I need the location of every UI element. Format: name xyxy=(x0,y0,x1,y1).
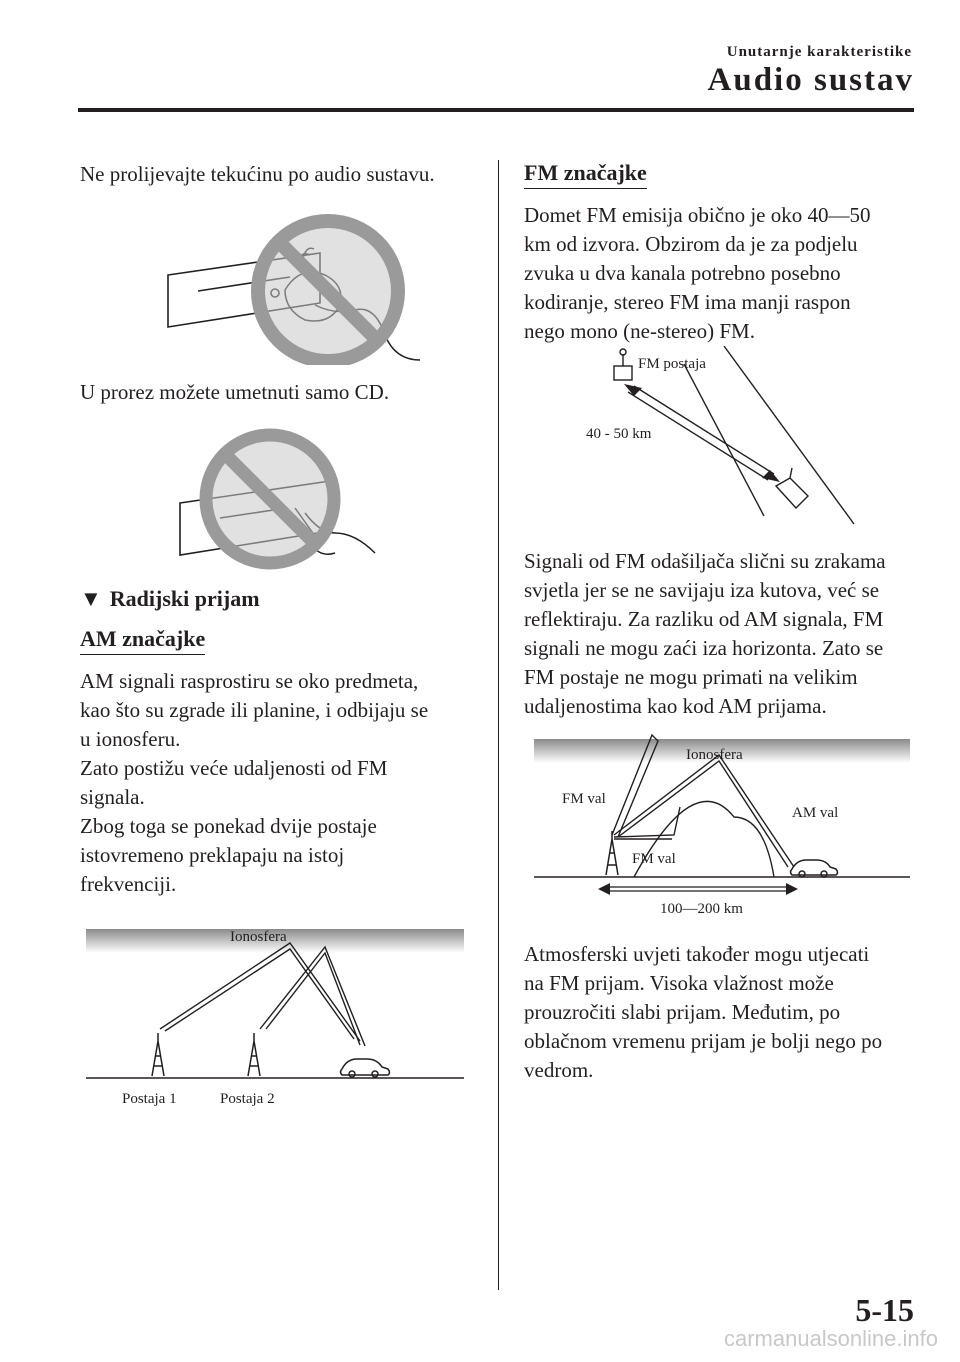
text-line: oblačnom vremenu prijam je bolji nego po xyxy=(524,1029,883,1053)
text-line: prouzročiti slabi prijam. Međutim, po xyxy=(524,1000,841,1024)
chapter-header: Unutarnje karakteristike xyxy=(726,44,912,60)
atmosphere-paragraph xyxy=(524,940,912,1085)
fm-range-diagram xyxy=(524,346,912,536)
right-column xyxy=(524,160,912,1085)
column-divider xyxy=(498,160,499,1290)
fm-tower-icon xyxy=(614,349,632,380)
text-line: zvuka u dva kanala potrebno posebno xyxy=(524,261,841,285)
header-rule xyxy=(78,108,914,112)
text-line: signala. xyxy=(80,785,145,809)
spill-warning-text: Ne prolijevajte tekućinu po audio sustavu. xyxy=(80,162,435,186)
range-label: 40 - 50 km xyxy=(586,426,652,442)
text-line: AM signali rasprostiru se oko predmeta, xyxy=(80,669,419,693)
text-line: reflektiraju. Za razliku od AM signala, FM xyxy=(524,607,884,631)
page-number: 5-15 xyxy=(855,1292,914,1328)
fm-paragraph xyxy=(524,201,912,346)
tower-icon-2 xyxy=(248,1033,260,1076)
arrow-head xyxy=(624,384,642,396)
text-line: Atmosferski uvjeti također mogu utjecati xyxy=(524,942,870,966)
text-line: nego mono (ne-stereo) FM. xyxy=(524,319,755,343)
no-liquid-illustration xyxy=(80,195,468,365)
radio-section-heading xyxy=(80,586,468,612)
text-line: udaljenostima kao kod AM prijama. xyxy=(524,694,827,718)
text-line: vedrom. xyxy=(524,1058,594,1082)
text-line: Signali od FM odašiljača slični su zrakama xyxy=(524,549,886,573)
triangle-marker-icon: ▼ xyxy=(80,586,102,611)
text-line: kodiranje, stereo FM ima manji raspon xyxy=(524,290,851,314)
text-line: svjetla jer se ne savijaju iza kutova, već se xyxy=(524,578,880,602)
distance-arrow xyxy=(604,887,792,891)
ionosphere-label: Ionosfera xyxy=(230,929,287,945)
distance-label: 100―200 km xyxy=(660,901,743,917)
fm-station-label: FM postaja xyxy=(638,356,706,372)
text-line: Zbog toga se ponekad dvije postaje xyxy=(80,814,377,838)
section-title: Audio sustav xyxy=(707,62,914,98)
text-line: frekvenciji. xyxy=(80,872,177,896)
am-heading: AM značajke xyxy=(80,626,205,655)
station2-label: Postaja 2 xyxy=(220,1091,275,1107)
ionosphere-label: Ionosfera xyxy=(686,747,743,763)
arrow-head xyxy=(762,470,780,482)
text-line: Domet FM emisija obično je oko 40―50 xyxy=(524,203,871,227)
watermark: carmanualsonline.info xyxy=(723,1326,938,1351)
text-line: km od izvora. Obzirom da je za podjelu xyxy=(524,232,858,256)
text-line: signali ne mogu zaći iza horizonta. Zato se xyxy=(524,636,884,660)
cd-only-text: U prorez možete umetnuti samo CD. xyxy=(80,380,390,404)
text-line: Zato postižu veće udaljenosti od FM xyxy=(80,756,388,780)
fm-am-diagram xyxy=(524,727,912,927)
station1-label: Postaja 1 xyxy=(122,1091,177,1107)
prohibition-icon xyxy=(206,435,334,563)
signal-paragraph xyxy=(524,547,912,721)
car-icon xyxy=(776,468,808,508)
fm-heading: FM značajke xyxy=(524,160,647,189)
cd-only-illustration xyxy=(80,413,468,573)
text-line: u ionosferu. xyxy=(80,727,181,751)
am-wave-label: AM val xyxy=(792,805,839,821)
car-icon xyxy=(791,860,838,877)
fm-wave-label-1: FM val xyxy=(562,791,606,807)
tower-icon-1 xyxy=(152,1033,164,1076)
text-line: na FM prijam. Visoka vlažnost može xyxy=(524,971,834,995)
am-diagram xyxy=(80,921,468,1111)
text-line: istovremeno preklapaju na istoj xyxy=(80,843,345,867)
text-line: FM postaje ne mogu primati na velikim xyxy=(524,665,858,689)
radio-heading-text: Radijski prijam xyxy=(109,586,260,611)
car-icon xyxy=(341,1059,390,1077)
fm-wave-label-2: FM val xyxy=(632,851,676,867)
left-column xyxy=(80,160,468,1116)
prohibition-icon xyxy=(258,221,398,361)
text-line: kao što su zgrade ili planine, i odbijaju se xyxy=(80,698,429,722)
am-paragraph xyxy=(80,667,468,899)
